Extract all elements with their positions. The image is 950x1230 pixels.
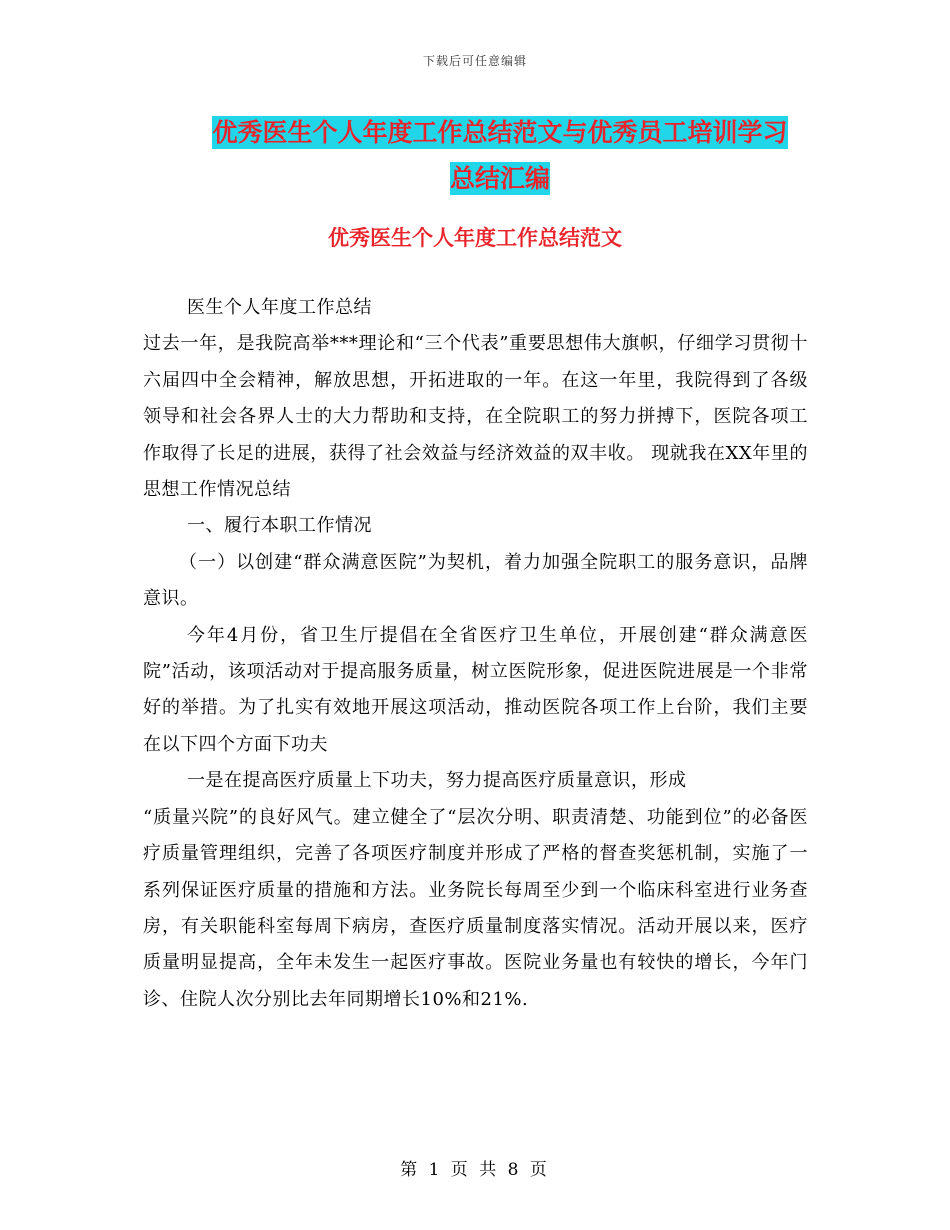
paragraph-subtitle: 医生个人年度工作总结 <box>187 297 372 318</box>
document-body <box>143 290 808 1018</box>
paragraph-subheading-1: （一）以创建“群众满意医院”为契机，着力加强全院职工的服务意识，品牌意识。 <box>143 551 808 610</box>
section-title: 优秀医生个人年度工作总结范文 <box>328 226 622 250</box>
paragraph-body-2: 一是在提高医疗质量上下功夫，努力提高医疗质量意识，形成 <box>187 770 687 792</box>
page-number: 第 1 页 共 8 页 <box>400 1160 550 1180</box>
paragraph-body-3: “质量兴院”的良好风气。建立健全了“层次分明、职责清楚、功能到位”的必备医疗质量管理组织，完善了各项医疗制度并形成了严格的督查奖惩机制，实施了一系列保证医疗质量的措施和方法。业务院长每周至少到一个临床科室进行业务查房，有关职能科室每周下病房，查医疗质量制度落实情况。活动开展以来，医疗质量明显提高，全年未发生一起医疗事故。医院业务量也有较快的增长，今年门诊、住院人次分别比去年同期增长10%和21%. <box>143 806 808 1010</box>
document-title-line2: 总结汇编 <box>449 164 550 193</box>
header-note: 下载后可任意编辑 <box>422 54 527 68</box>
document-title <box>190 110 810 202</box>
paragraph-body-1: 今年4月份，省卫生厅提倡在全省医疗卫生单位，开展创建“群众满意医院”活动，该项活动对于提高服务质量，树立医院形象，促进医院进展是一个非常好的举措。为了扎实有效地开展这项活动，推动医院各项工作上台阶，我们主要在以下四个方面下功夫 <box>143 624 808 755</box>
paragraph-intro: 过去一年，是我院高举***理论和“三个代表”重要思想伟大旗帜，仔细学习贯彻十六届四中全会精神，解放思想，开拓进取的一年。在这一年里，我院得到了各级领导和社会各界人士的大力帮助和支持，在全院职工的努力拼搏下，医院各项工作取得了长足的进展，获得了社会效益与经济效益的双丰收。 现就我在XX年里的思想工作情况总结 <box>143 333 808 501</box>
document-title-line1: 优秀医生个人年度工作总结范文与优秀员工培训学习 <box>212 118 788 147</box>
paragraph-heading-1: 一、履行本职工作情况 <box>187 515 372 537</box>
